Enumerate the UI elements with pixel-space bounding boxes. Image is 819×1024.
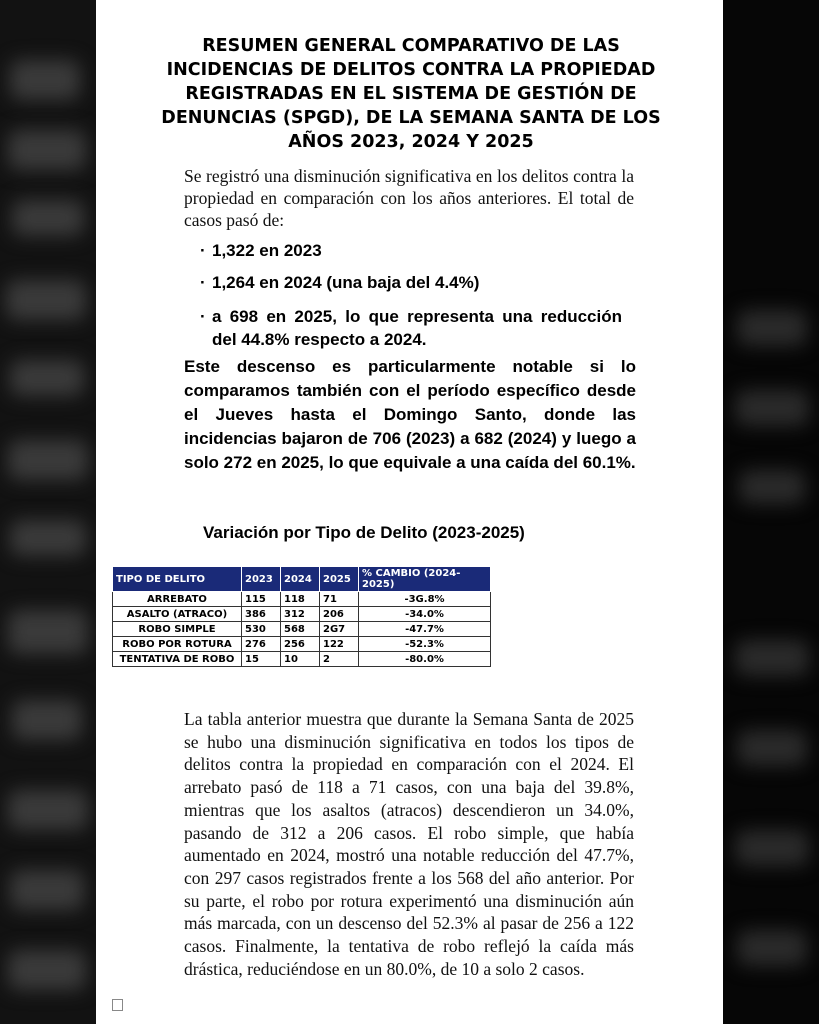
table-row	[113, 592, 491, 607]
intro-paragraph: Se registró una disminución significativa en los delitos contra la propiedad en comparación con los años anteriores. El total de casos pasó de:	[184, 166, 634, 230]
table-header: TIPO DE DELITO	[113, 567, 242, 592]
bullet-marker: ·	[200, 307, 206, 326]
table-cell: -52.3%	[359, 637, 491, 652]
table-cell: ROBO SIMPLE	[113, 622, 242, 637]
blurred-background-left	[0, 0, 96, 1024]
table-cell: ASALTO (ATRACO)	[113, 607, 242, 622]
bullet-text: a 698 en 2025, lo que representa una reducción del 44.8% respecto a 2024.	[212, 307, 622, 349]
checkbox-glyph	[112, 999, 123, 1011]
table-cell: 312	[281, 607, 320, 622]
table-row	[113, 622, 491, 637]
table-cell: -80.0%	[359, 652, 491, 667]
table-cell: 2	[320, 652, 359, 667]
table-cell: 568	[281, 622, 320, 637]
table-cell: ROBO POR ROTURA	[113, 637, 242, 652]
table-cell: -47.7%	[359, 622, 491, 637]
table-cell: 115	[242, 592, 281, 607]
table-cell: 386	[242, 607, 281, 622]
table-cell: -3G.8%	[359, 592, 491, 607]
table-header-row	[113, 567, 491, 592]
table-cell: -34.0%	[359, 607, 491, 622]
table-cell: 122	[320, 637, 359, 652]
bullet-item	[200, 305, 636, 351]
blurred-background-right	[723, 0, 819, 1024]
table-row	[113, 607, 491, 622]
table-cell: 206	[320, 607, 359, 622]
table-title: Variación por Tipo de Delito (2023-2025)	[203, 523, 525, 542]
notable-paragraph: Este descenso es particularmente notable si lo comparamos también con el período específico desde el Jueves hasta el Domingo Santo, donde las incidencias bajaron de 706 (2023) a 682 (2024) y luego a solo 272 en 2025, lo que equivale a una caída del 60.1%.	[184, 357, 636, 472]
bullet-item	[200, 271, 636, 294]
document-page	[96, 0, 723, 1024]
table-cell: 2G7	[320, 622, 359, 637]
table-cell: 10	[281, 652, 320, 667]
bullet-item	[200, 239, 636, 262]
closing-paragraph: La tabla anterior muestra que durante la Semana Santa de 2025 se hubo una disminución significativa en todos los tipos de delitos contra la propiedad en comparación con el 2024. El arrebato pasó de 118 a 71 casos, con una baja del 39.8%, mientras que los asaltos (atracos) descendieron un 34.0%, pasando de 312 a 206 casos. El robo simple, que había aumentado en 2024, mostró una notable reducción del 47.7%, con 297 casos registrados frente a los 568 del año anterior. Por su parte, el robo por rotura experimentó una disminución aún más marcada, con un descenso del 52.3% al pasar de 256 a 122 casos. Finalmente, la tentativa de robo reflejó la caída más drástica, reduciéndose en un 80.0%, de 10 a solo 2 casos.	[184, 709, 634, 979]
table-cell: 530	[242, 622, 281, 637]
bullet-text: 1,322 en 2023	[212, 241, 322, 260]
table-header: 2024	[281, 567, 320, 592]
document-title: RESUMEN GENERAL COMPARATIVO DE LAS INCIDENCIAS DE DELITOS CONTRA LA PROPIEDAD REGISTRADAS EN EL SISTEMA DE GESTIÓN DE DENUNCIAS (SPGD), DE LA SEMANA SANTA DE LOS AÑOS 2023, 2024 Y 2025	[161, 36, 661, 152]
table-cell: 276	[242, 637, 281, 652]
table-header: 2025	[320, 567, 359, 592]
bullet-marker: ·	[200, 241, 206, 260]
bullet-marker: ·	[200, 273, 206, 292]
crime-variation-table	[112, 566, 491, 667]
table-cell: 118	[281, 592, 320, 607]
bullet-text: 1,264 en 2024 (una baja del 4.4%)	[212, 273, 480, 292]
table-cell: 71	[320, 592, 359, 607]
table-cell: ARREBATO	[113, 592, 242, 607]
table-row	[113, 652, 491, 667]
table-row	[113, 637, 491, 652]
table-cell: TENTATIVA DE ROBO	[113, 652, 242, 667]
table-header: % CAMBIO (2024-2025)	[359, 567, 491, 592]
table-header: 2023	[242, 567, 281, 592]
table-cell: 256	[281, 637, 320, 652]
table-cell: 15	[242, 652, 281, 667]
